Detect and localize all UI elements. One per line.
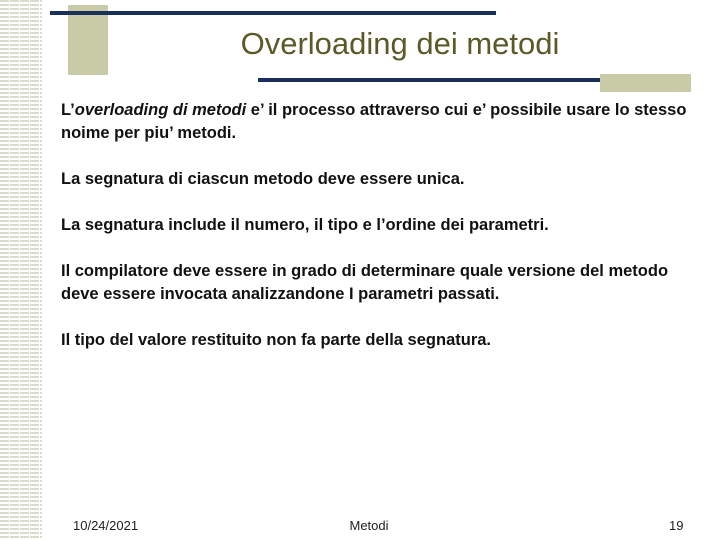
decorative-block-top	[68, 5, 108, 75]
paragraph-signature-unique: La segnatura di ciascun metodo deve essere unica.	[61, 170, 465, 188]
footer-date: 10/24/2021	[73, 518, 139, 533]
decorative-rule-top	[50, 11, 496, 15]
paragraph-emphasis: overloading di metodi	[74, 101, 247, 119]
decorative-block-bottom	[600, 74, 691, 92]
paragraph-compiler: Il compilatore deve essere in grado di determinare quale versione del metodo deve essere invocata analizzandone I parametri passati.	[61, 262, 669, 303]
paragraph-rest: e’ il processo attraverso cui e’ possibile usare lo stesso noime per piu’ metodi.	[61, 101, 687, 142]
slide-title: Overloading dei metodi	[240, 26, 560, 61]
striped-sidebar-decoration	[0, 0, 42, 540]
slide-body	[61, 99, 701, 375]
paragraph-intro: L’	[61, 101, 75, 119]
paragraph-overloading-definition	[61, 99, 701, 145]
footer-page-number: 19	[669, 518, 684, 533]
paragraph-return-type: Il tipo del valore restituito non fa parte della segnatura.	[61, 331, 491, 349]
paragraph-signature-includes: La segnatura include il numero, il tipo e l’ordine dei parametri.	[61, 216, 549, 234]
footer-title: Metodi	[349, 518, 389, 533]
